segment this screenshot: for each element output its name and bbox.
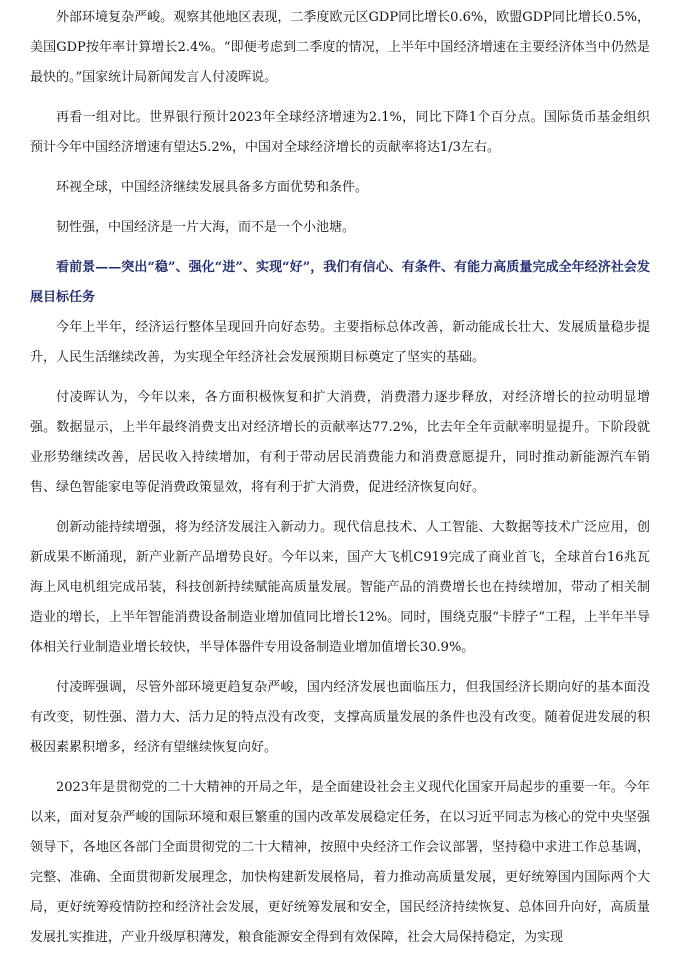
paragraph-2023-overview: 2023年是贯彻党的二十大精神的开局之年，是全面建设社会主义现代化国家开局起步的重要一年。今年以来，面对复杂严峻的国际环境和艰巨繁重的国内改革发展稳定任务，在以习近平同志为核心的党中央坚强领导下，各地区各部门全面贯彻党的二十大精神，按照中央经济工作会议部署，坚持稳中求进工作总基调，完整、准确、全面贯彻新发展理念，加快构建新发展格局，着力推动高质量发展，更好统筹国内国际两个大局，更好统筹疫情防控和经济社会发展，更好统筹发展和安全，国民经济持续恢复、总体回升向好，高质量发展扎实推进，产业升级厚积薄发，粮食能源安全得到有效保障，社会大局保持稳定，为实现 <box>30 780 650 945</box>
paragraph-fundamentals: 付凌晖强调，尽管外部环境更趋复杂严峻，国内经济发展也面临压力，但我国经济长期向好的基本面没有改变，韧性强、潜力大、活力足的特点没有改变，支撑高质量发展的条件也没有改变。随着促进发展的积极因素累积增多，经济有望继续恢复向好。 <box>30 680 650 755</box>
paragraph-global-view: 环视全球，中国经济继续发展具备多方面优势和条件。 <box>56 180 369 195</box>
paragraph-resilience: 韧性强，中国经济是一片大海，而不是一个小池塘。 <box>56 220 356 235</box>
section-heading-outlook: 看前景——突出“稳”、强化“进”、实现“好”，我们有信心、有条件、有能力高质量完成全年经济社会发展目标任务 <box>30 260 650 305</box>
paragraph-comparison: 再看一组对比。世界银行预计2023年全球经济增速为2.1%，同比下降1个百分点。国际货币基金组织预计今年中国经济增速有望达5.2%，中国对全球经济增长的贡献率将达1/3左右。 <box>30 110 650 155</box>
article-body <box>30 3 650 953</box>
paragraph-consumption: 付凌晖认为，今年以来，各方面积极恢复和扩大消费，消费潜力逐步释放，对经济增长的拉动明显增强。数据显示，上半年最终消费支出对经济增长的贡献率达77.2%，比去年全年贡献率明显提升。下阶段就业形势继续改善，居民收入持续增加，有利于带动居民消费能力和消费意愿提升，同时推动新能源汽车销售、绿色智能家电等促消费政策显效，将有利于扩大消费，促进经济恢复向好。 <box>30 390 650 495</box>
paragraph-innovation: 创新动能持续增强，将为经济发展注入新动力。现代信息技术、人工智能、大数据等技术广泛应用，创新成果不断涌现，新产业新产品增势良好。今年以来，国产大飞机C919完成了商业首飞，全球首台16兆瓦海上风电机组完成吊装，科技创新持续赋能高质量发展。智能产品的消费增长也在持续增加，带动了相关制造业的增长，上半年智能消费设备制造业增加值同比增长12%。同时，围绕克服“卡脖子”工程，上半年半导体相关行业制造业增长较快，半导体器件专用设备制造业增加值增长30.9%。 <box>30 520 650 655</box>
paragraph-external-environment: 外部环境复杂严峻。观察其他地区表现，二季度欧元区GDP同比增长0.6%，欧盟GDP同比增长0.5%，美国GDP按年率计算增长2.4%。“即便考虑到二季度的情况，上半年中国经济增速在主要经济体当中仍然是最快的。”国家统计局新闻发言人付凌晖说。 <box>30 10 650 85</box>
paragraph-first-half: 今年上半年，经济运行整体呈现回升向好态势。主要指标总体改善，新动能成长壮大、发展质量稳步提升，人民生活继续改善，为实现全年经济社会发展预期目标奠定了坚实的基础。 <box>30 320 650 365</box>
